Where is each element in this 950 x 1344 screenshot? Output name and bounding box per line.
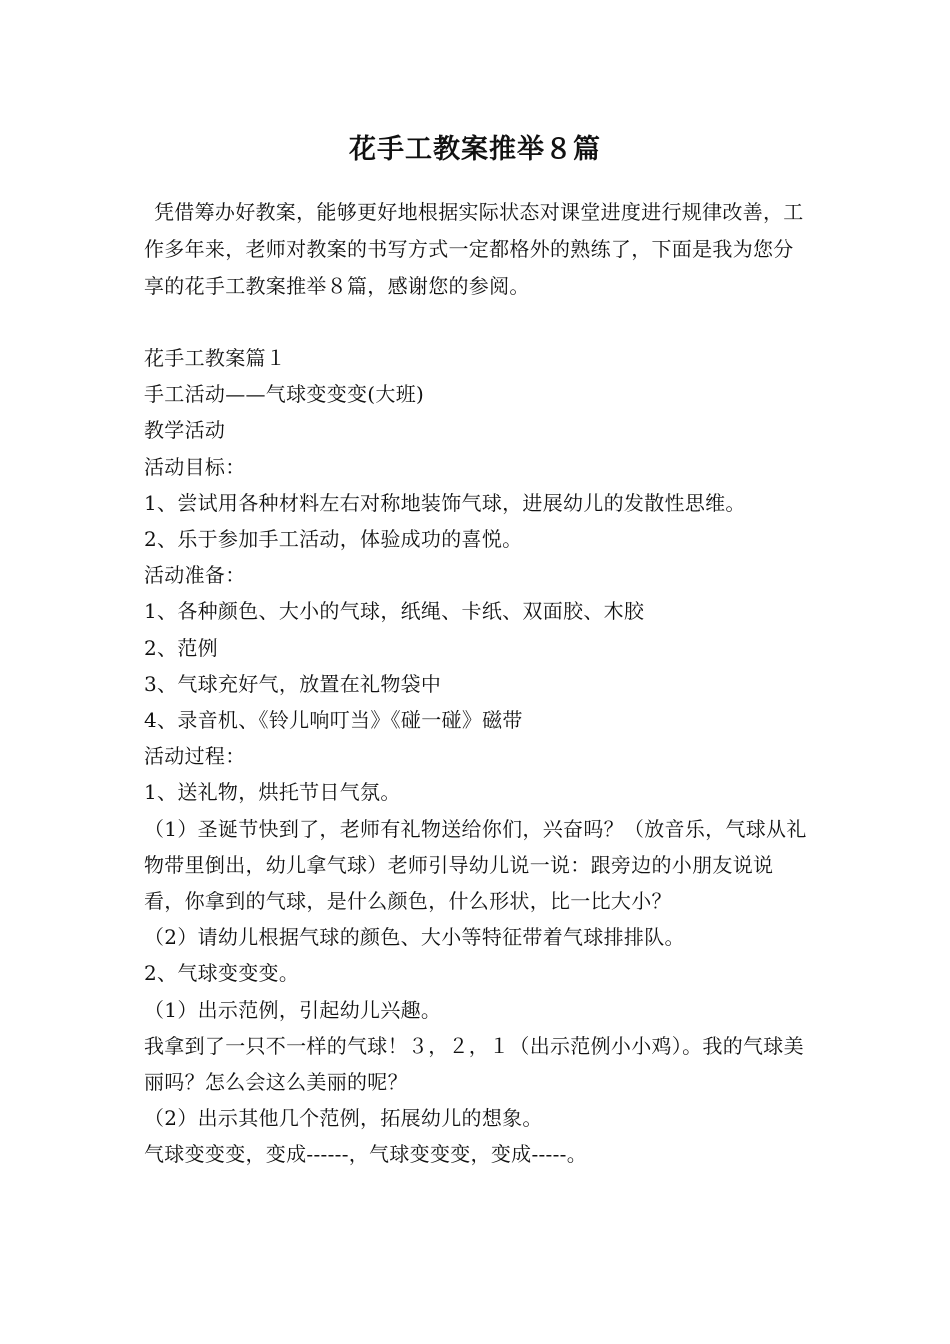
document-title: 花手工教案推举８篇 [349, 134, 601, 165]
intro-paragraph: 凭借筹办好教案，能够更好地根据实际状态对课堂进度进行规律改善，工作多年来，老师对教案的书写方式一定都格外的熟练了，下面是我为您分享的花手工教案推举８篇，感谢您的参阅。 [144, 200, 804, 298]
section-heading: 花手工教案篇１ [144, 346, 287, 370]
list-item: 1、送礼物，烘托节日气氛。 [144, 780, 401, 805]
list-item: 2、范例 [144, 635, 218, 660]
text-line: 活动过程： [144, 744, 246, 769]
body-paragraph: 气球变变变，变成------，气球变变变，变成-----。 [144, 1142, 588, 1167]
body-paragraph: （2）请幼儿根据气球的颜色、大小等特征带着气球排排队。 [144, 925, 685, 950]
activity-title: 手工活动——气球变变变(大班) [144, 382, 425, 407]
text-line: 活动目标： [144, 454, 246, 479]
list-item: 1、各种颜色、大小的气球，纸绳、卡纸、双面胶、木胶 [144, 599, 645, 624]
body-paragraph: （2）出示其他几个范例，拓展幼儿的想象。 [144, 1106, 543, 1131]
list-item: 4、录音机、《铃儿响叮当》《碰一碰》磁带 [144, 708, 523, 733]
list-item: 3、气球充好气，放置在礼物袋中 [144, 671, 442, 696]
document-body [144, 340, 808, 1173]
text-line: 活动准备： [144, 563, 246, 588]
text-line: 教学活动 [144, 418, 226, 443]
body-paragraph: 我拿到了一只不一样的气球！３，２，１（出示范例小小鸡）。我的气球美丽吗？怎么会这么美丽的呢？ [144, 1033, 804, 1095]
body-paragraph: （1）出示范例，引起幼儿兴趣。 [144, 997, 442, 1022]
list-item: 2、乐于参加手工活动，体验成功的喜悦。 [144, 527, 523, 552]
list-item: 2、气球变变变。 [144, 961, 300, 986]
list-item: 1、尝试用各种材料左右对称地装饰气球，进展幼儿的发散性思维。 [144, 490, 746, 515]
body-paragraph: （1）圣诞节快到了，老师有礼物送给你们，兴奋吗？（放音乐，气球从礼物带里倒出，幼儿拿气球）老师引导幼儿说一说：跟旁边的小朋友说说看，你拿到的气球，是什么颜色，什么形状，比一比大小？ [144, 816, 807, 914]
